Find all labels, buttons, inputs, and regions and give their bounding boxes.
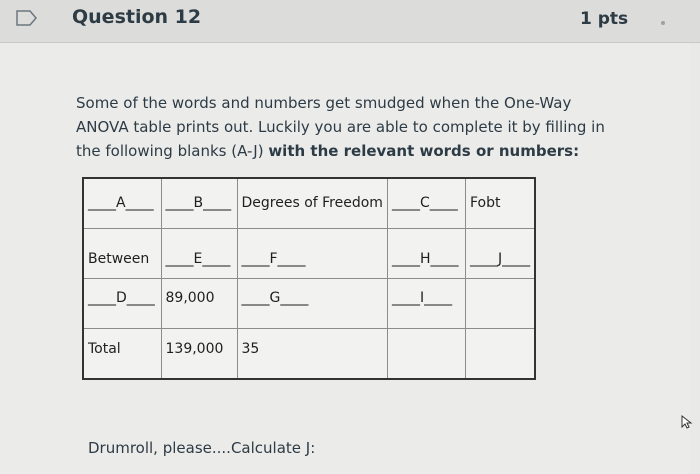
bookmark-flag-icon[interactable] [16,10,38,26]
cell-h: ____H____ [387,228,465,278]
header-cell-b: ____B____ [161,178,237,228]
cell-df-total: 35 [237,328,387,379]
cell-empty [465,278,535,328]
table-row [83,178,535,228]
cell-i: ____I____ [387,278,465,328]
question-title: Question 12 [72,6,202,28]
header-cell-df: Degrees of Freedom [237,178,387,228]
table-row [83,228,535,278]
cell-ss-total: 139,000 [161,328,237,379]
cell-f: ____F____ [237,228,387,278]
mouse-cursor-icon [679,414,695,430]
row-label-between: Between [83,228,161,278]
row-label-d: ____D____ [83,278,161,328]
cell-g: ____G____ [237,278,387,328]
question-points: 1 pts [580,9,629,29]
header-cell-c: ____C____ [387,178,465,228]
edge-dot [661,21,665,25]
question-header [0,0,700,43]
cell-empty [387,328,465,379]
anova-table [82,177,536,380]
prompt-text: Some of the words and numbers get smudged when the One-Way ANOVA table prints out. Luckily you are able to complete it by filling in the following blanks (A-J) [76,94,605,160]
question-prompt [76,91,616,163]
cell-j: ____J____ [465,228,535,278]
row-label-total: Total [83,328,161,379]
cell-empty [465,328,535,379]
prompt-bold-text: with the relevant words or numbers: [268,142,580,160]
table-row [83,278,535,328]
header-cell-fobt: Fobt [465,178,535,228]
table-row [83,328,535,379]
cell-e: ____E____ [161,228,237,278]
calculate-prompt: Drumroll, please....Calculate J: [88,439,316,457]
header-cell-a: ____A____ [83,178,161,228]
question-body [0,43,690,474]
cell-ss-within: 89,000 [161,278,237,328]
